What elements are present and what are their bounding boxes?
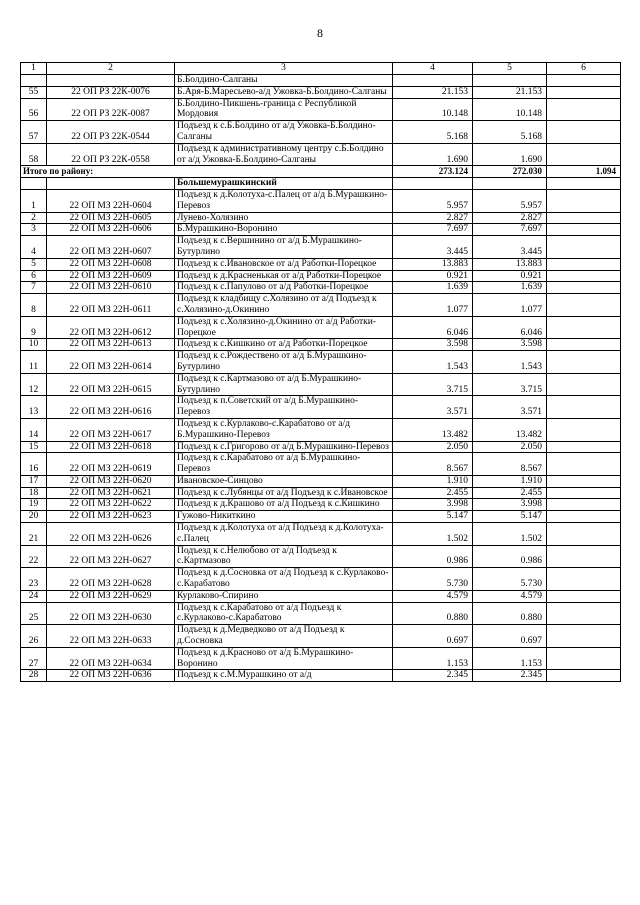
length-col5: 4.579 (473, 590, 547, 602)
table-row (21, 625, 621, 648)
length-col6 (547, 258, 621, 270)
section-blank (473, 178, 547, 190)
road-name: Курлаково-Спирино (175, 590, 393, 602)
road-code: 22 ОП МЗ 22Н-0633 (47, 625, 175, 648)
table-row (21, 590, 621, 602)
table-row (21, 86, 621, 98)
row-number: 18 (21, 487, 47, 499)
length-col5: 1.910 (473, 475, 547, 487)
road-code: 22 ОП МЗ 22Н-0606 (47, 224, 175, 236)
length-col6 (547, 121, 621, 144)
row-number: 57 (21, 121, 47, 144)
table-row (21, 270, 621, 282)
road-code: 22 ОП МЗ 22Н-0628 (47, 568, 175, 591)
road-code: 22 ОП МЗ 22Н-0612 (47, 316, 175, 339)
road-name: Подъезд к д.Медведково от а/д Подъезд к д.Сосновка (175, 625, 393, 648)
length-col5: 2.455 (473, 487, 547, 499)
road-code: 22 ОП МЗ 22Н-0608 (47, 258, 175, 270)
length-col6 (547, 98, 621, 121)
road-code: 22 ОП МЗ 22Н-0620 (47, 475, 175, 487)
road-name: Гужово-Никиткино (175, 511, 393, 523)
road-name: Ивановское-Синцово (175, 475, 393, 487)
row-number: 25 (21, 602, 47, 625)
row-number: 20 (21, 511, 47, 523)
road-code: 22 ОП РЗ 22К-0087 (47, 98, 175, 121)
road-code: 22 ОП МЗ 22Н-0629 (47, 590, 175, 602)
length-total: 13.482 (393, 418, 473, 441)
length-total: 21.153 (393, 86, 473, 98)
road-code: 22 ОП МЗ 22Н-0623 (47, 511, 175, 523)
length-col6 (547, 282, 621, 294)
length-col5: 1.690 (473, 143, 547, 166)
road-code: 22 ОП РЗ 22К-0076 (47, 86, 175, 98)
length-col6 (547, 487, 621, 499)
length-total: 2.050 (393, 441, 473, 453)
road-name: Подъезд к с.Ивановское от а/д Работки-Порецкое (175, 258, 393, 270)
row-number: 7 (21, 282, 47, 294)
length-col6 (547, 545, 621, 568)
length-total: 4.579 (393, 590, 473, 602)
road-code: 22 ОП РЗ 22К-0558 (47, 143, 175, 166)
length-col5: 1.502 (473, 523, 547, 546)
row-number: 8 (21, 294, 47, 317)
length-total: 5.168 (393, 121, 473, 144)
road-code: 22 ОП МЗ 22Н-0630 (47, 602, 175, 625)
row-number: 10 (21, 339, 47, 351)
length-col5: 6.046 (473, 316, 547, 339)
road-name: Подъезд к с.Папулово от а/д Работки-Порецкое (175, 282, 393, 294)
length-col5: 5.168 (473, 121, 547, 144)
length-total: 1.543 (393, 351, 473, 374)
table-row (21, 523, 621, 546)
road-code: 22 ОП МЗ 22Н-0626 (47, 523, 175, 546)
road-code: 22 ОП МЗ 22Н-0604 (47, 189, 175, 212)
length-col5: 5.147 (473, 511, 547, 523)
road-name: Подъезд к с.Холязино-д.Окинино от а/д Работки-Порецкое (175, 316, 393, 339)
table-row (21, 511, 621, 523)
length-col6 (547, 453, 621, 476)
length-col5: 3.998 (473, 499, 547, 511)
table-row (21, 602, 621, 625)
table-row (21, 475, 621, 487)
length-col5: 1.153 (473, 647, 547, 670)
table-row (21, 670, 621, 682)
length-total: 13.883 (393, 258, 473, 270)
row-number: 12 (21, 373, 47, 396)
table-row (21, 647, 621, 670)
column-header: 5 (473, 63, 547, 75)
road-code: 22 ОП МЗ 22Н-0614 (47, 351, 175, 374)
road-code: 22 ОП МЗ 22Н-0636 (47, 670, 175, 682)
district-total-label: Итого по району: (21, 166, 393, 178)
road-name: Подъезд к с.Вершинино от а/д Б.Мурашкино-Бутурлино (175, 236, 393, 259)
row-number: 5 (21, 258, 47, 270)
length-col6 (547, 511, 621, 523)
row-number: 19 (21, 499, 47, 511)
length-total: 1.153 (393, 647, 473, 670)
table-row (21, 258, 621, 270)
road-name: Подъезд к д.Колотуха-с.Палец от а/д Б.Мурашкино-Перевоз (175, 189, 393, 212)
row-number: 13 (21, 396, 47, 419)
road-name: Подъезд к д.Красново от а/д Б.Мурашкино-Воронино (175, 647, 393, 670)
table-row (21, 189, 621, 212)
length-col6 (547, 396, 621, 419)
section-blank (393, 178, 473, 190)
road-name: Подъезд к кладбищу с.Холязино от а/д Подъезд к с.Холязино-д.Окинино (175, 294, 393, 317)
length-total: 0.697 (393, 625, 473, 648)
section-blank (47, 178, 175, 190)
length-total: 3.571 (393, 396, 473, 419)
table-row (21, 75, 621, 87)
length-col6 (547, 590, 621, 602)
road-name: Подъезд к с.Картмазово от а/д Б.Мурашкино-Бутурлино (175, 373, 393, 396)
road-name: Подъезд к административному центру с.Б.Болдино от а/д Ужовка-Б.Болдино-Салганы (175, 143, 393, 166)
length-total: 0.880 (393, 602, 473, 625)
length-total: 2.827 (393, 212, 473, 224)
column-header: 4 (393, 63, 473, 75)
row-number: 21 (21, 523, 47, 546)
table-row (21, 316, 621, 339)
road-code: 22 ОП МЗ 22Н-0615 (47, 373, 175, 396)
length-col6 (547, 339, 621, 351)
road-name: Подъезд к с.М.Мурашкино от а/д (175, 670, 393, 682)
table-row (21, 224, 621, 236)
table-row (21, 339, 621, 351)
row-number: 22 (21, 545, 47, 568)
column-header: 1 (21, 63, 47, 75)
length-total: 8.567 (393, 453, 473, 476)
length-col5: 13.482 (473, 418, 547, 441)
length-col6 (547, 670, 621, 682)
road-code: 22 ОП МЗ 22Н-0617 (47, 418, 175, 441)
row-number: 55 (21, 86, 47, 98)
table-row (21, 568, 621, 591)
road-name: Б.Мурашкино-Воронино (175, 224, 393, 236)
length-col6 (547, 143, 621, 166)
row-number: 56 (21, 98, 47, 121)
length-col6 (547, 523, 621, 546)
length-col6 (547, 224, 621, 236)
table-row (21, 499, 621, 511)
row-number: 27 (21, 647, 47, 670)
length-col5: 2.050 (473, 441, 547, 453)
road-name: Подъезд к с.Рождествено от а/д Б.Мурашкино-Бутурлино (175, 351, 393, 374)
length-total: 2.345 (393, 670, 473, 682)
road-code: 22 ОП МЗ 22Н-0627 (47, 545, 175, 568)
row-number: 24 (21, 590, 47, 602)
length-total: 3.998 (393, 499, 473, 511)
road-code: 22 ОП МЗ 22Н-0611 (47, 294, 175, 317)
row-number: 14 (21, 418, 47, 441)
row-number: 26 (21, 625, 47, 648)
length-col6 (547, 86, 621, 98)
road-code: 22 ОП МЗ 22Н-0605 (47, 212, 175, 224)
road-code: 22 ОП МЗ 22Н-0607 (47, 236, 175, 259)
row-number: 58 (21, 143, 47, 166)
length-total: 6.046 (393, 316, 473, 339)
road-name: Подъезд к с.Карабатово от а/д Б.Мурашкино-Перевоз (175, 453, 393, 476)
length-total: 0.921 (393, 270, 473, 282)
row-number: 9 (21, 316, 47, 339)
table-row (21, 487, 621, 499)
column-header: 3 (175, 63, 393, 75)
district-total-col6: 1.094 (547, 166, 621, 178)
road-code (47, 75, 175, 87)
length-total: 5.730 (393, 568, 473, 591)
road-code: 22 ОП МЗ 22Н-0619 (47, 453, 175, 476)
road-name: Подъезд к д.Крашово от а/д Подъезд к с.Кишкино (175, 499, 393, 511)
road-name: Подъезд к д.Сосновка от а/д Подъезд к с.Курлаково-с.Карабатово (175, 568, 393, 591)
length-total: 1.502 (393, 523, 473, 546)
table-row (21, 396, 621, 419)
road-name: Подъезд к д.Колотуха от а/д Подъезд к д.Колотуха-с.Палец (175, 523, 393, 546)
length-col5: 21.153 (473, 86, 547, 98)
column-header-row (21, 63, 621, 75)
length-total: 3.598 (393, 339, 473, 351)
road-name: Подъезд к с.Григорово от а/д Б.Мурашкино-Перевоз (175, 441, 393, 453)
length-col6 (547, 212, 621, 224)
roads-table (20, 62, 621, 682)
row-number: 6 (21, 270, 47, 282)
length-col5: 2.827 (473, 212, 547, 224)
section-blank (21, 178, 47, 190)
section-row (21, 178, 621, 190)
page-number: 8 (317, 26, 323, 40)
road-code: 22 ОП МЗ 22Н-0613 (47, 339, 175, 351)
length-col5: 0.880 (473, 602, 547, 625)
road-code: 22 ОП РЗ 22К-0544 (47, 121, 175, 144)
length-total: 3.715 (393, 373, 473, 396)
length-col6 (547, 373, 621, 396)
row-number: 23 (21, 568, 47, 591)
table-row (21, 282, 621, 294)
table-row (21, 351, 621, 374)
section-title: Большемурашкинский (175, 178, 393, 190)
length-total: 1.690 (393, 143, 473, 166)
table-row (21, 212, 621, 224)
road-name: Подъезд к д.Красненькая от а/д Работки-Порецкое (175, 270, 393, 282)
road-name: Б.Болдино-Пикшень-граница с Республикой Мордовия (175, 98, 393, 121)
section-blank (547, 178, 621, 190)
road-name: Подъезд к п.Советский от а/д Б.Мурашкино-Перевоз (175, 396, 393, 419)
table-row (21, 418, 621, 441)
length-col5: 8.567 (473, 453, 547, 476)
road-name: Подъезд к с.Кишкино от а/д Работки-Порецкое (175, 339, 393, 351)
length-col6 (547, 441, 621, 453)
length-col6 (547, 270, 621, 282)
row-number: 15 (21, 441, 47, 453)
row-number: 4 (21, 236, 47, 259)
road-code: 22 ОП МЗ 22Н-0616 (47, 396, 175, 419)
length-col6 (547, 316, 621, 339)
length-total: 5.957 (393, 189, 473, 212)
length-total: 7.697 (393, 224, 473, 236)
length-col6 (547, 499, 621, 511)
length-col5: 0.697 (473, 625, 547, 648)
length-col6 (547, 75, 621, 87)
length-col5: 1.543 (473, 351, 547, 374)
length-col5 (473, 75, 547, 87)
table-row (21, 294, 621, 317)
district-total-row (21, 166, 621, 178)
length-col6 (547, 568, 621, 591)
length-col6 (547, 294, 621, 317)
road-name: Подъезд к с.Курлаково-с.Карабатово от а/д Б.Мурашкино-Перевоз (175, 418, 393, 441)
length-col6 (547, 475, 621, 487)
row-number: 2 (21, 212, 47, 224)
district-total-col4: 273.124 (393, 166, 473, 178)
row-number: 28 (21, 670, 47, 682)
table-row (21, 143, 621, 166)
length-total: 3.445 (393, 236, 473, 259)
length-total (393, 75, 473, 87)
length-col5: 2.345 (473, 670, 547, 682)
length-col6 (547, 602, 621, 625)
table-row (21, 236, 621, 259)
length-col5: 1.639 (473, 282, 547, 294)
length-col5: 3.571 (473, 396, 547, 419)
table-row (21, 545, 621, 568)
length-total: 2.455 (393, 487, 473, 499)
table-row (21, 373, 621, 396)
length-total: 0.986 (393, 545, 473, 568)
length-col5: 13.883 (473, 258, 547, 270)
length-col6 (547, 351, 621, 374)
table-row (21, 121, 621, 144)
length-total: 10.148 (393, 98, 473, 121)
road-name: Б.Болдино-Салганы (175, 75, 393, 87)
row-number (21, 75, 47, 87)
road-name: Подъезд к с.Б.Болдино от а/д Ужовка-Б.Болдино-Салганы (175, 121, 393, 144)
district-total-col5: 272.030 (473, 166, 547, 178)
length-col6 (547, 189, 621, 212)
length-col5: 5.957 (473, 189, 547, 212)
table-row (21, 453, 621, 476)
table-row (21, 441, 621, 453)
road-code: 22 ОП МЗ 22Н-0622 (47, 499, 175, 511)
length-total: 5.147 (393, 511, 473, 523)
length-total: 1.639 (393, 282, 473, 294)
road-name: Лунево-Холязино (175, 212, 393, 224)
length-col5: 3.598 (473, 339, 547, 351)
road-name: Подъезд к с.Нелюбово от а/д Подъезд к с.Картмазово (175, 545, 393, 568)
row-number: 1 (21, 189, 47, 212)
length-col5: 0.921 (473, 270, 547, 282)
length-total: 1.077 (393, 294, 473, 317)
length-col6 (547, 625, 621, 648)
road-name: Подъезд к с.Лубянцы от а/д Подъезд к с.Ивановское (175, 487, 393, 499)
road-code: 22 ОП МЗ 22Н-0610 (47, 282, 175, 294)
road-code: 22 ОП МЗ 22Н-0609 (47, 270, 175, 282)
road-code: 22 ОП МЗ 22Н-0634 (47, 647, 175, 670)
table-row (21, 98, 621, 121)
road-code: 22 ОП МЗ 22Н-0618 (47, 441, 175, 453)
length-col5: 0.986 (473, 545, 547, 568)
length-col5: 1.077 (473, 294, 547, 317)
length-col6 (547, 647, 621, 670)
length-col6 (547, 236, 621, 259)
row-number: 11 (21, 351, 47, 374)
row-number: 3 (21, 224, 47, 236)
length-col5: 7.697 (473, 224, 547, 236)
road-code: 22 ОП МЗ 22Н-0621 (47, 487, 175, 499)
road-name: Подъезд к с.Карабатово от а/д Подъезд к с.Курлаково-с.Карабатово (175, 602, 393, 625)
road-name: Б.Аря-Б.Маресьево-а/д Ужовка-Б.Болдино-Салганы (175, 86, 393, 98)
length-col5: 3.445 (473, 236, 547, 259)
length-total: 1.910 (393, 475, 473, 487)
length-col5: 10.148 (473, 98, 547, 121)
length-col5: 5.730 (473, 568, 547, 591)
column-header: 6 (547, 63, 621, 75)
column-header: 2 (47, 63, 175, 75)
row-number: 17 (21, 475, 47, 487)
length-col5: 3.715 (473, 373, 547, 396)
row-number: 16 (21, 453, 47, 476)
length-col6 (547, 418, 621, 441)
